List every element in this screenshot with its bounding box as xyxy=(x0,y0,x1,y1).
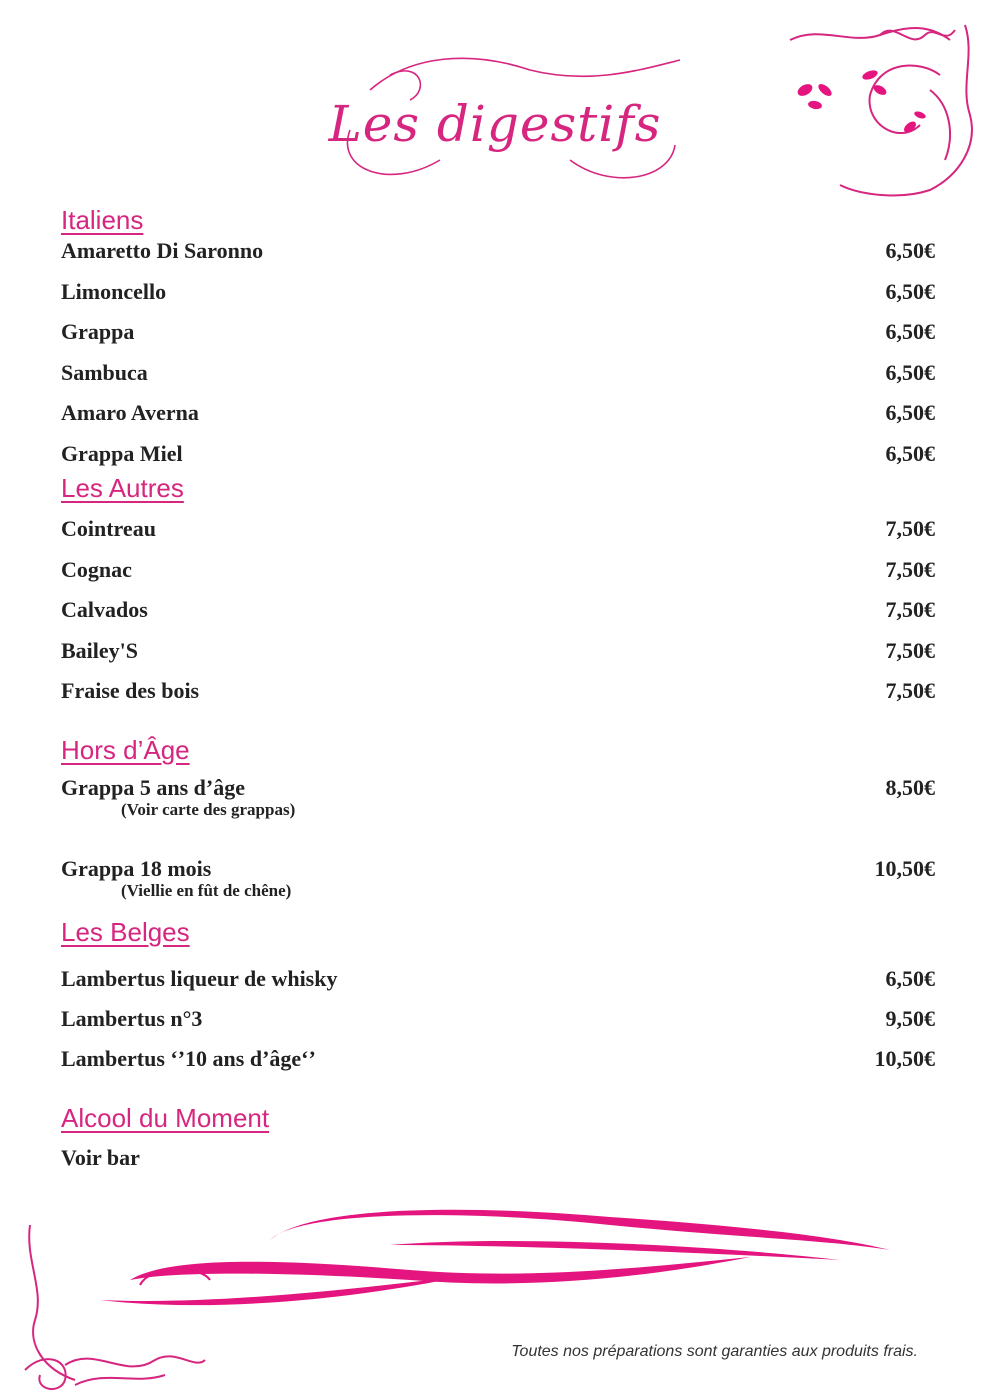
menu-item xyxy=(61,678,935,708)
section-title-italiens: Italiens xyxy=(61,205,144,235)
menu-item xyxy=(61,775,935,819)
menu-item xyxy=(61,1046,935,1076)
menu-item xyxy=(61,557,935,587)
item-name: Grappa 5 ans d’âge xyxy=(61,775,245,800)
page-title: Les digestifs xyxy=(328,95,662,153)
item-name: Fraise des bois xyxy=(61,678,200,703)
footer-note: Toutes nos préparations sont garanties aux produits frais. xyxy=(511,1343,918,1360)
item-name: Grappa xyxy=(61,319,135,344)
menu-item xyxy=(61,400,935,430)
item-price: 6,50€ xyxy=(885,441,935,466)
menu-item xyxy=(61,856,935,900)
item-price: 6,50€ xyxy=(885,360,935,385)
section-title-hors-d-age: Hors d’Âge xyxy=(61,735,190,765)
menu-item xyxy=(61,966,935,996)
item-price: 7,50€ xyxy=(885,516,935,541)
item-name: Amaretto Di Saronno xyxy=(61,238,264,263)
item-note: (Voir carte des grappas) xyxy=(121,800,296,819)
corner-curl-ornament xyxy=(15,1220,215,1395)
item-name: Lambertus ‘’10 ans d’âge‘’ xyxy=(61,1046,316,1071)
menu-item xyxy=(61,319,935,349)
menu-item xyxy=(61,441,935,471)
item-name: Bailey'S xyxy=(61,638,139,663)
item-price: 6,50€ xyxy=(885,966,935,991)
item-name: Voir bar xyxy=(61,1145,140,1170)
item-price: 6,50€ xyxy=(885,279,935,304)
item-name: Limoncello xyxy=(61,279,167,304)
menu-item xyxy=(61,1145,935,1175)
section-title-les-belges: Les Belges xyxy=(61,917,190,947)
item-price: 7,50€ xyxy=(885,638,935,663)
item-price: 8,50€ xyxy=(885,775,935,800)
item-name: Lambertus n°3 xyxy=(61,1006,203,1031)
item-price: 9,50€ xyxy=(885,1006,935,1031)
item-price: 10,50€ xyxy=(874,1046,935,1071)
menu-item xyxy=(61,360,935,390)
menu-item xyxy=(61,279,935,309)
item-price: 7,50€ xyxy=(885,557,935,582)
item-name: Grappa Miel xyxy=(61,441,183,466)
item-name: Lambertus liqueur de whisky xyxy=(61,966,338,991)
item-name: Calvados xyxy=(61,597,148,622)
item-note: (Viellie en fût de chêne) xyxy=(121,881,292,900)
section-title-alcool-du-moment: Alcool du Moment xyxy=(61,1103,270,1133)
item-price: 7,50€ xyxy=(885,597,935,622)
item-name: Cointreau xyxy=(61,516,156,541)
menu-item xyxy=(61,597,935,627)
item-name: Amaro Averna xyxy=(61,400,199,425)
item-price: 7,50€ xyxy=(885,678,935,703)
item-price: 10,50€ xyxy=(874,856,935,881)
menu-item xyxy=(61,516,935,546)
item-name: Cognac xyxy=(61,557,132,582)
menu-item xyxy=(61,638,935,668)
item-name: Grappa 18 mois xyxy=(61,856,212,881)
item-name: Sambuca xyxy=(61,360,148,385)
item-price: 6,50€ xyxy=(885,319,935,344)
menu-item xyxy=(61,1006,935,1036)
menu-item xyxy=(61,238,935,268)
item-price: 6,50€ xyxy=(885,400,935,425)
section-title-les-autres: Les Autres xyxy=(61,473,184,503)
item-price: 6,50€ xyxy=(885,238,935,263)
